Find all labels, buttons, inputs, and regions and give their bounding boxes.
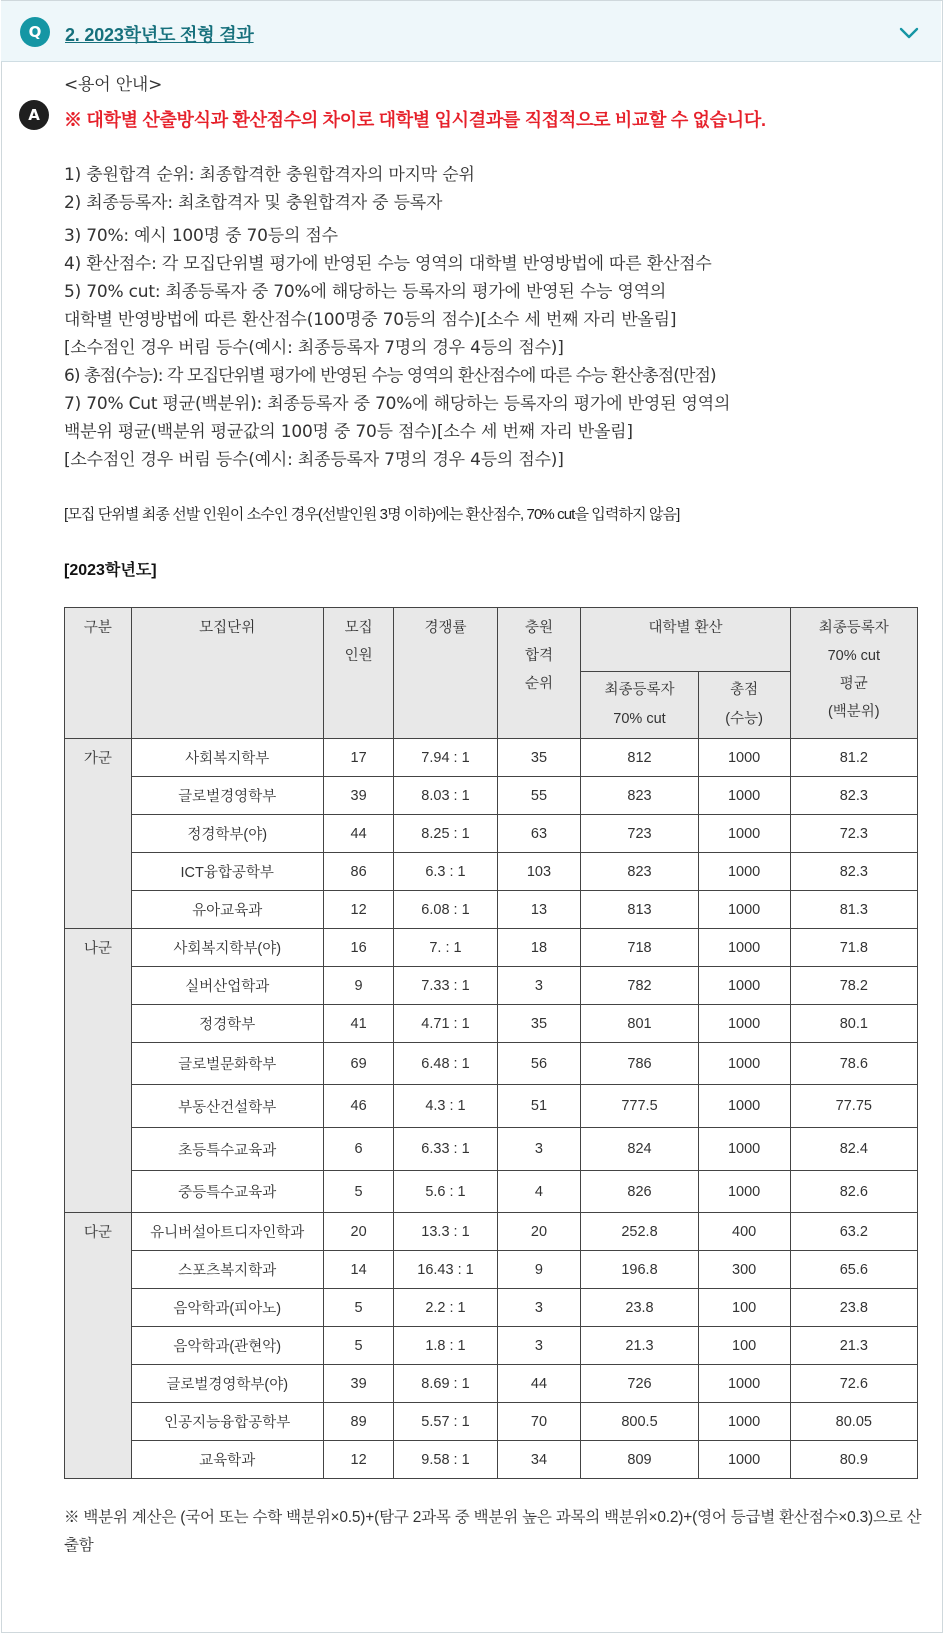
cell-quota: 41	[323, 1005, 394, 1043]
cell-quota: 5	[323, 1327, 394, 1365]
cell-quota: 16	[323, 929, 394, 967]
group-cell: 나군	[65, 929, 132, 1213]
table-row	[65, 777, 918, 815]
cell-quota: 5	[323, 1171, 394, 1213]
definition-line: 7) 70% Cut 평균(백분위): 최종등록자 중 70%에 해당하는 등록자의 평가에 반영된 영역의	[64, 394, 731, 414]
table-row	[65, 1289, 918, 1327]
cell-total: 1000	[698, 1005, 790, 1043]
footnote: ※ 백분위 계산은 (국어 또는 수학 백분위×0.5)+(탐구 2과목 중 백분위 높은 과목의 백분위×0.2)+(영어 등급별 환산점수×0.3)으로 산출함	[64, 1509, 922, 1554]
definition-line: 4) 환산점수: 각 모집단위별 평가에 반영된 수능 영역의 대학별 반영방법에 따른 환산점수	[64, 254, 712, 274]
table-row	[65, 853, 918, 891]
cell-fill: 34	[497, 1441, 581, 1479]
cell-unit: 글로벌경영학부	[131, 777, 323, 815]
cell-cut: 718	[581, 929, 698, 967]
cell-unit: 사회복지학부	[131, 739, 323, 777]
cell-quota: 9	[323, 967, 394, 1005]
cell-cut: 777.5	[581, 1085, 698, 1128]
cell-total: 1000	[698, 1128, 790, 1171]
cell-ratio: 8.69 : 1	[394, 1365, 497, 1403]
cell-total: 1000	[698, 1171, 790, 1213]
cell-fill: 70	[497, 1403, 581, 1441]
cell-quota: 12	[323, 891, 394, 929]
cell-cut: 782	[581, 967, 698, 1005]
cell-total: 1000	[698, 1085, 790, 1128]
cell-ratio: 7.33 : 1	[394, 967, 497, 1005]
question-header[interactable]	[1, 1, 941, 62]
cell-ratio: 7. : 1	[394, 929, 497, 967]
cell-quota: 20	[323, 1213, 394, 1251]
selection-note: [모집 단위별 최종 선발 인원이 소수인 경우(선발인원 3명 이하)에는 환산점수, 70% cut을 입력하지 않음]	[64, 506, 680, 523]
cell-pct: 63.2	[790, 1213, 917, 1251]
cell-total: 1000	[698, 1043, 790, 1085]
table-row	[65, 1251, 918, 1289]
cell-total: 1000	[698, 815, 790, 853]
cell-pct: 77.75	[790, 1085, 917, 1128]
table-row	[65, 891, 918, 929]
cell-ratio: 16.43 : 1	[394, 1251, 497, 1289]
cell-cut: 786	[581, 1043, 698, 1085]
table-row	[65, 1128, 918, 1171]
header-unit: 모집단위	[131, 608, 323, 739]
cell-ratio: 7.94 : 1	[394, 739, 497, 777]
cell-unit: 사회복지학부(야)	[131, 929, 323, 967]
cell-pct: 65.6	[790, 1251, 917, 1289]
definition-line: 5) 70% cut: 최종등록자 중 70%에 해당하는 등록자의 평가에 반영된 수능 영역의	[64, 282, 667, 302]
cell-fill: 4	[497, 1171, 581, 1213]
cell-ratio: 5.57 : 1	[394, 1403, 497, 1441]
year-heading: [2023학년도]	[64, 562, 157, 579]
cell-fill: 35	[497, 739, 581, 777]
table-row	[65, 1085, 918, 1128]
cell-fill: 63	[497, 815, 581, 853]
cell-pct: 23.8	[790, 1289, 917, 1327]
cell-fill: 51	[497, 1085, 581, 1128]
cell-total: 300	[698, 1251, 790, 1289]
cell-unit: 인공지능융합공학부	[131, 1403, 323, 1441]
header-conv-cut: 최종등록자 70% cut	[581, 672, 698, 739]
cell-quota: 86	[323, 853, 394, 891]
cell-ratio: 4.71 : 1	[394, 1005, 497, 1043]
cell-unit: 초등특수교육과	[131, 1128, 323, 1171]
admission-results-table	[64, 607, 918, 1479]
cell-fill: 13	[497, 891, 581, 929]
header-conversion: 대학별 환산	[581, 608, 790, 672]
definition-line: 2) 최종등록자: 최초합격자 및 충원합격자 중 등록자	[64, 193, 443, 213]
cell-pct: 82.3	[790, 777, 917, 815]
cell-fill: 3	[497, 1327, 581, 1365]
cell-unit: 실버산업학과	[131, 967, 323, 1005]
cell-cut: 823	[581, 777, 698, 815]
table-row	[65, 815, 918, 853]
cell-cut: 196.8	[581, 1251, 698, 1289]
table-body	[65, 739, 918, 1479]
cell-pct: 78.6	[790, 1043, 917, 1085]
cell-unit: 교육학과	[131, 1441, 323, 1479]
cell-pct: 82.4	[790, 1128, 917, 1171]
group-cell: 가군	[65, 739, 132, 929]
cell-cut: 723	[581, 815, 698, 853]
cell-fill: 3	[497, 1128, 581, 1171]
warning-text: ※ 대학별 산출방식과 환산점수의 차이로 대학별 입시결과를 직접적으로 비교할 수 없습니다.	[64, 110, 766, 130]
header-conv-total: 총점 (수능)	[698, 672, 790, 739]
cell-fill: 55	[497, 777, 581, 815]
table-row	[65, 929, 918, 967]
cell-ratio: 8.25 : 1	[394, 815, 497, 853]
table-row	[65, 1365, 918, 1403]
glossary-title: <용어 안내>	[64, 75, 163, 95]
table-row	[65, 1327, 918, 1365]
group-cell: 다군	[65, 1213, 132, 1479]
header-percentile: 최종등록자 70% cut 평균 (백분위)	[790, 608, 917, 739]
definition-line: 백분위 평균(백분위 평균값의 100명 중 70등 점수)[소수 세 번째 자리 반올림]	[64, 422, 633, 442]
cell-pct: 71.8	[790, 929, 917, 967]
cell-pct: 72.3	[790, 815, 917, 853]
cell-unit: 유아교육과	[131, 891, 323, 929]
cell-ratio: 6.48 : 1	[394, 1043, 497, 1085]
answer-badge: A	[19, 100, 49, 130]
cell-pct: 78.2	[790, 967, 917, 1005]
cell-quota: 5	[323, 1289, 394, 1327]
cell-ratio: 6.3 : 1	[394, 853, 497, 891]
cell-pct: 80.9	[790, 1441, 917, 1479]
table-row	[65, 1043, 918, 1085]
cell-ratio: 4.3 : 1	[394, 1085, 497, 1128]
cell-unit: 정경학부(야)	[131, 815, 323, 853]
cell-pct: 82.3	[790, 853, 917, 891]
cell-quota: 89	[323, 1403, 394, 1441]
cell-ratio: 1.8 : 1	[394, 1327, 497, 1365]
cell-fill: 44	[497, 1365, 581, 1403]
cell-quota: 17	[323, 739, 394, 777]
cell-total: 1000	[698, 739, 790, 777]
header-ratio: 경쟁률	[394, 608, 497, 739]
cell-quota: 39	[323, 777, 394, 815]
table-row	[65, 739, 918, 777]
cell-pct: 80.1	[790, 1005, 917, 1043]
table-row	[65, 1171, 918, 1213]
cell-pct: 82.6	[790, 1171, 917, 1213]
cell-ratio: 6.08 : 1	[394, 891, 497, 929]
cell-cut: 252.8	[581, 1213, 698, 1251]
cell-quota: 12	[323, 1441, 394, 1479]
definition-line: 1) 충원합격 순위: 최종합격한 충원합격자의 마지막 순위	[64, 165, 475, 185]
cell-cut: 813	[581, 891, 698, 929]
definition-line: 3) 70%: 예시 100명 중 70등의 점수	[64, 226, 338, 246]
cell-pct: 72.6	[790, 1365, 917, 1403]
definition-line: [소수점인 경우 버림 등수(예시: 최종등록자 7명의 경우 4등의 점수)]	[64, 338, 564, 358]
cell-total: 1000	[698, 929, 790, 967]
definition-line: 6) 총점(수능): 각 모집단위별 평가에 반영된 수능 영역의 환산점수에 따른 수능 환산총점(만점)	[64, 366, 716, 386]
cell-cut: 809	[581, 1441, 698, 1479]
cell-unit: 부동산건설학부	[131, 1085, 323, 1128]
cell-cut: 823	[581, 853, 698, 891]
cell-total: 1000	[698, 1365, 790, 1403]
cell-unit: 글로벌경영학부(야)	[131, 1365, 323, 1403]
cell-ratio: 13.3 : 1	[394, 1213, 497, 1251]
cell-cut: 23.8	[581, 1289, 698, 1327]
cell-unit: 정경학부	[131, 1005, 323, 1043]
cell-total: 100	[698, 1327, 790, 1365]
cell-fill: 103	[497, 853, 581, 891]
header-group: 구분	[65, 608, 132, 739]
cell-cut: 812	[581, 739, 698, 777]
cell-ratio: 6.33 : 1	[394, 1128, 497, 1171]
cell-total: 1000	[698, 891, 790, 929]
chevron-down-icon[interactable]	[897, 21, 921, 45]
cell-fill: 20	[497, 1213, 581, 1251]
cell-unit: 음악학과(피아노)	[131, 1289, 323, 1327]
cell-ratio: 5.6 : 1	[394, 1171, 497, 1213]
cell-fill: 3	[497, 967, 581, 1005]
cell-quota: 6	[323, 1128, 394, 1171]
cell-total: 100	[698, 1289, 790, 1327]
cell-cut: 726	[581, 1365, 698, 1403]
header-quota: 모집 인원	[323, 608, 394, 739]
cell-quota: 46	[323, 1085, 394, 1128]
cell-quota: 39	[323, 1365, 394, 1403]
cell-cut: 21.3	[581, 1327, 698, 1365]
cell-unit: 음악학과(관현악)	[131, 1327, 323, 1365]
cell-fill: 9	[497, 1251, 581, 1289]
cell-ratio: 2.2 : 1	[394, 1289, 497, 1327]
cell-total: 1000	[698, 853, 790, 891]
cell-pct: 81.2	[790, 739, 917, 777]
question-title[interactable]: 2. 2023학년도 전형 결과	[65, 25, 254, 45]
cell-total: 1000	[698, 967, 790, 1005]
question-badge: Q	[20, 17, 50, 47]
definition-line: 대학별 반영방법에 따른 환산점수(100명중 70등의 점수)[소수 세 번째 자리 반올림]	[64, 310, 677, 330]
cell-fill: 56	[497, 1043, 581, 1085]
cell-fill: 18	[497, 929, 581, 967]
cell-unit: 글로벌문화학부	[131, 1043, 323, 1085]
cell-cut: 800.5	[581, 1403, 698, 1441]
cell-quota: 69	[323, 1043, 394, 1085]
cell-cut: 826	[581, 1171, 698, 1213]
cell-unit: 중등특수교육과	[131, 1171, 323, 1213]
table-row	[65, 1441, 918, 1479]
cell-ratio: 8.03 : 1	[394, 777, 497, 815]
cell-cut: 824	[581, 1128, 698, 1171]
cell-pct: 81.3	[790, 891, 917, 929]
cell-unit: 유니버설아트디자인학과	[131, 1213, 323, 1251]
definition-line: [소수점인 경우 버림 등수(예시: 최종등록자 7명의 경우 4등의 점수)]	[64, 450, 564, 470]
cell-total: 400	[698, 1213, 790, 1251]
cell-unit: ICT융합공학부	[131, 853, 323, 891]
cell-total: 1000	[698, 777, 790, 815]
cell-fill: 35	[497, 1005, 581, 1043]
cell-total: 1000	[698, 1441, 790, 1479]
cell-unit: 스포츠복지학과	[131, 1251, 323, 1289]
cell-cut: 801	[581, 1005, 698, 1043]
cell-quota: 14	[323, 1251, 394, 1289]
cell-pct: 80.05	[790, 1403, 917, 1441]
header-fill-rank: 충원 합격 순위	[497, 608, 581, 739]
table-row	[65, 1005, 918, 1043]
cell-fill: 3	[497, 1289, 581, 1327]
table-row	[65, 967, 918, 1005]
cell-ratio: 9.58 : 1	[394, 1441, 497, 1479]
cell-total: 1000	[698, 1403, 790, 1441]
cell-pct: 21.3	[790, 1327, 917, 1365]
table-row	[65, 1213, 918, 1251]
cell-quota: 44	[323, 815, 394, 853]
table-row	[65, 1403, 918, 1441]
